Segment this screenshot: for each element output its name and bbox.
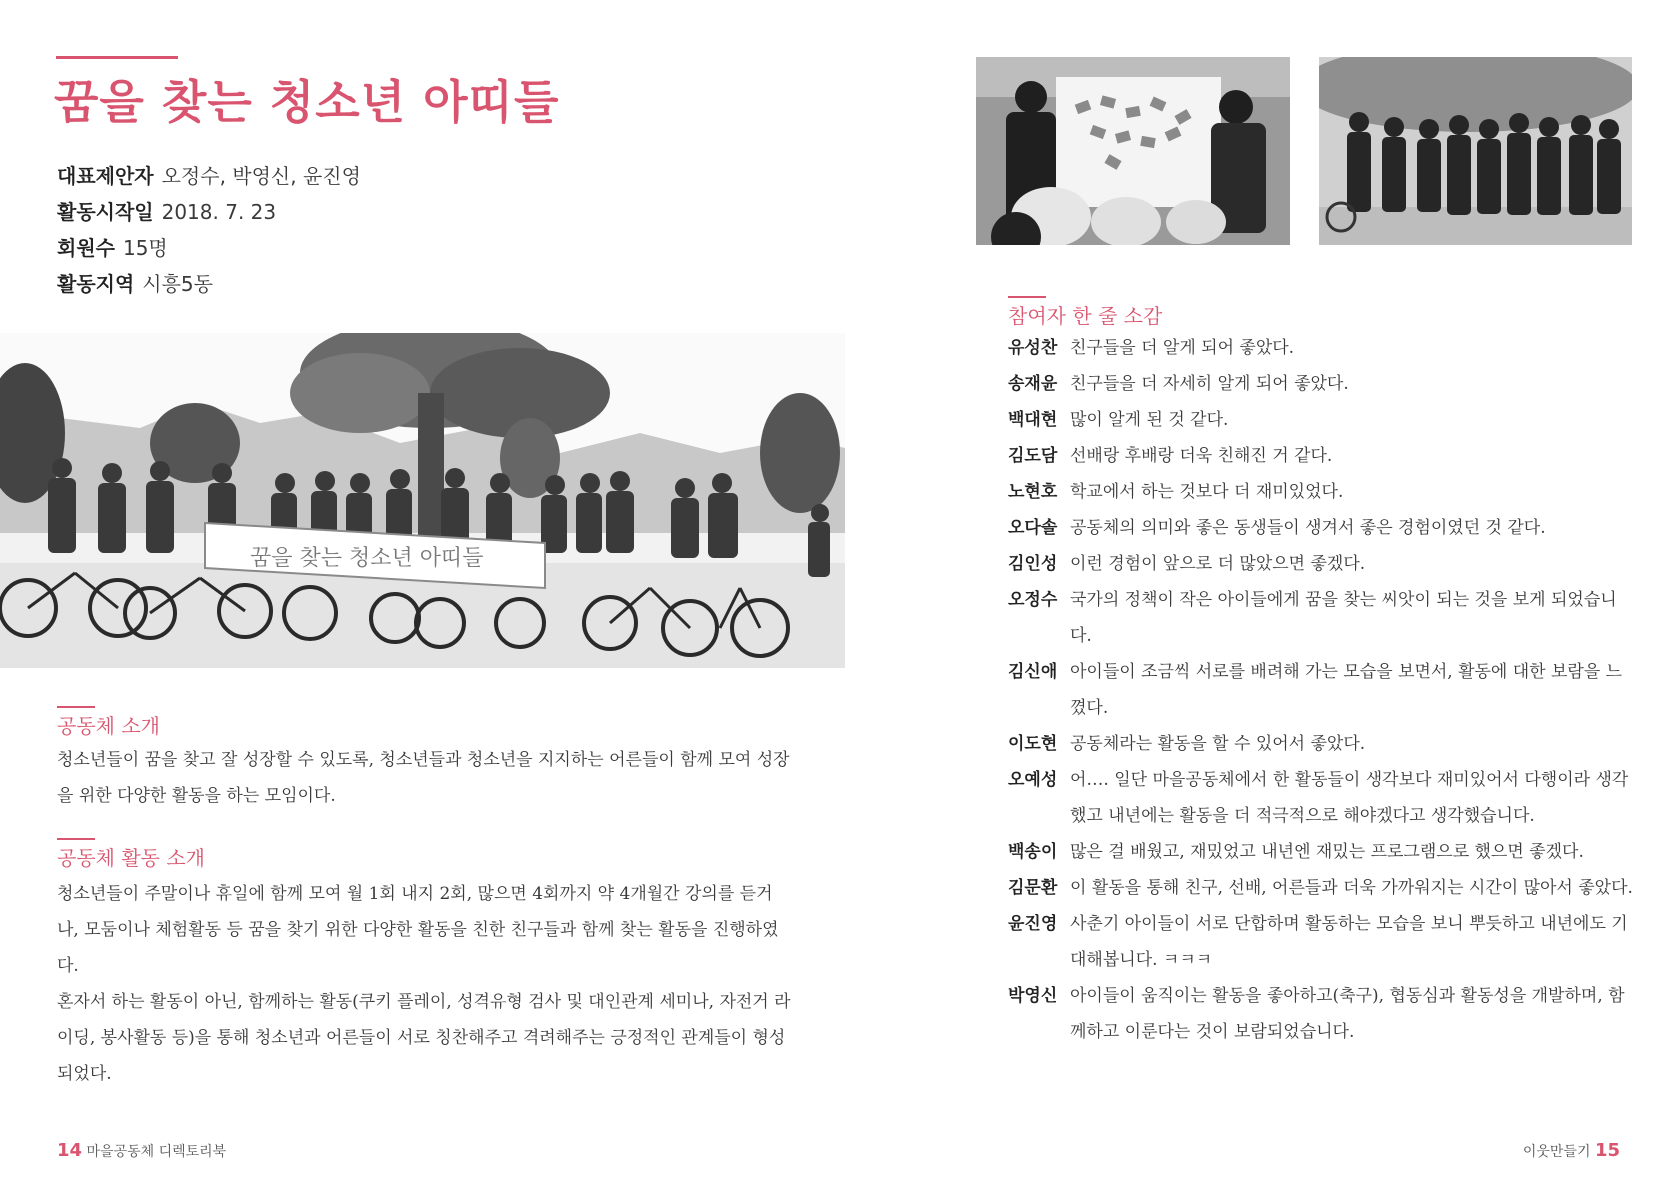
participant-name: 김도담 (1008, 446, 1058, 466)
comment-text: 공동체라는 활동을 할 수 있어서 좋았다. (1070, 734, 1366, 754)
participant-name: 윤진영 (1008, 914, 1058, 934)
participant-name: 오예성 (1008, 770, 1058, 790)
page-title: 꿈을 찾는 청소년 아띠들 (54, 75, 560, 129)
meta-members: 회원수 15명 (57, 236, 168, 260)
comment-text: 많은 걸 배웠고, 재밌었고 내년엔 재밌는 프로그램으로 했으면 좋겠다. (1070, 842, 1584, 862)
book-title: 마을공동체 디렉토리북 (86, 1144, 227, 1160)
group-bicycle-photo (0, 333, 845, 668)
comment-text: 많이 알게 된 것 같다. (1070, 410, 1229, 430)
comment-row (1008, 438, 1633, 474)
participant-name: 김인성 (1008, 554, 1058, 574)
comment-text: 이 활동을 통해 친구, 선배, 어른들과 더욱 가까워지는 시간이 많아서 좋았다. (1070, 878, 1633, 898)
comment-row (1008, 726, 1633, 762)
right-footer (1523, 1140, 1620, 1161)
comment-text: 선배랑 후배랑 더욱 친해진 거 같다. (1070, 446, 1333, 466)
comment-text: 학교에서 하는 것보다 더 재미있었다. (1070, 482, 1344, 502)
presentation-photo (976, 57, 1290, 245)
participant-comments (1008, 330, 1633, 1050)
page-number-left: 14 (57, 1140, 83, 1161)
participant-name: 김신애 (1008, 662, 1058, 682)
comment-text: 아이들이 움직이는 활동을 좋아하고(축구), 협동심과 활동성을 개발하며, 함께하고 이룬다는 것이 보람되었습니다. (1070, 986, 1625, 1042)
comment-text: 사춘기 아이들이 서로 단합하며 활동하는 모습을 보니 뿌듯하고 내년에도 기대해봅니다. ㅋㅋㅋ (1070, 914, 1628, 970)
meta-proposers: 대표제안자 오정수, 박영신, 윤진영 (57, 164, 361, 188)
activity-paragraph-1: 청소년들이 주말이나 휴일에 함께 모여 월 1회 내지 2회, 많으면 4회까지 약 4개월간 강의를 듣거나, 모둠이나 체험활동 등 꿈을 찾기 위한 다양한 활동을 친한 친구들과 함께 찾는 활동을 진행하였다. (57, 884, 779, 976)
participant-name: 송재윤 (1008, 374, 1058, 394)
comment-row (1008, 906, 1633, 978)
participant-name: 노현호 (1008, 482, 1058, 502)
comment-row (1008, 762, 1633, 834)
participant-name: 오정수 (1008, 590, 1058, 610)
comment-row (1008, 402, 1633, 438)
banner-text: 꿈을 찾는 청소년 아띠들 (250, 546, 484, 571)
comment-row (1008, 834, 1633, 870)
participant-name: 백대현 (1008, 410, 1058, 430)
left-footer (57, 1140, 226, 1161)
participant-name: 백송이 (1008, 842, 1058, 862)
section-title: 이웃만들기 (1522, 1144, 1591, 1160)
participant-name: 오다솔 (1008, 518, 1058, 538)
intro-heading: 공동체 소개 (57, 710, 160, 741)
comment-row (1008, 546, 1633, 582)
comment-row (1008, 366, 1633, 402)
participant-name: 이도현 (1008, 734, 1058, 754)
comment-row (1008, 474, 1633, 510)
comment-text: 친구들을 더 알게 되어 좋았다. (1070, 338, 1295, 358)
comment-text: 친구들을 더 자세히 알게 되어 좋았다. (1070, 374, 1349, 394)
comment-text: 공동체의 의미와 좋은 동생들이 생겨서 좋은 경험이였던 것 같다. (1070, 518, 1546, 538)
comment-text: 어…. 일단 마을공동체에서 한 활동들이 생각보다 재미있어서 다행이라 생각했고 내년에는 활동을 더 적극적으로 해야겠다고 생각했습니다. (1070, 770, 1629, 826)
comment-row (1008, 330, 1633, 366)
community-meta (57, 158, 361, 302)
comment-text: 아이들이 조금씩 서로를 배려해 가는 모습을 보면서, 활동에 대한 보람을 느꼈다. (1070, 662, 1623, 718)
comments-heading: 참여자 한 줄 소감 (1008, 300, 1162, 331)
participant-name: 김문환 (1008, 878, 1058, 898)
meta-start-date: 활동시작일 2018. 7. 23 (57, 200, 277, 224)
participant-name: 유성찬 (1008, 338, 1058, 358)
comment-row (1008, 870, 1633, 906)
comment-row (1008, 978, 1633, 1050)
page-number-right: 15 (1594, 1140, 1620, 1161)
group-cleanup-photo (1319, 57, 1632, 245)
comment-text: 국가의 정책이 작은 아이들에게 꿈을 찾는 씨앗이 되는 것을 보게 되었습니다. (1070, 590, 1617, 646)
meta-area: 활동지역 시흥5동 (57, 272, 213, 296)
activity-paragraph-2: 혼자서 하는 활동이 아닌, 함께하는 활동(쿠키 플레이, 성격유형 검사 및 대인관계 세미나, 자전거 라이딩, 봉사활동 등)을 통해 청소년과 어른들이 서로 칭찬해주고 격려해주는 긍정적인 관계들이 형성되었다. (57, 992, 791, 1084)
activity-heading: 공동체 활동 소개 (57, 842, 205, 873)
comment-text: 이런 경험이 앞으로 더 많았으면 좋겠다. (1070, 554, 1366, 574)
comment-row (1008, 582, 1633, 654)
comment-row (1008, 654, 1633, 726)
comment-row (1008, 510, 1633, 546)
title-rule (56, 56, 178, 59)
participant-name: 박영신 (1008, 986, 1058, 1006)
intro-body: 청소년들이 꿈을 찾고 잘 성장할 수 있도록, 청소년들과 청소년을 지지하는 어른들이 함께 모여 성장을 위한 다양한 활동을 하는 모임이다. (57, 750, 790, 806)
